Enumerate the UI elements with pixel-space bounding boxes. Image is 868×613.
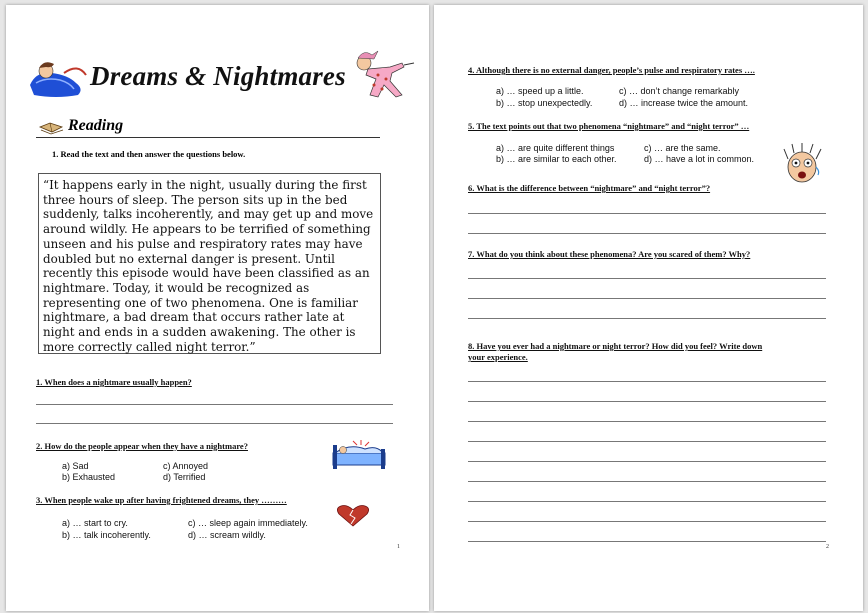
answer-line [468,501,826,502]
q3-option-a: a) … start to cry. [62,518,128,528]
q5-option-b: b) … are similar to each other. [496,154,617,164]
q3-option-b: b) … talk incoherently. [62,530,151,540]
document-page-1 [6,5,429,611]
answer-line [36,423,393,424]
bad-dream-bed-clipart-icon [329,439,389,473]
answer-line [468,541,826,542]
section-heading-reading: Reading [68,117,124,134]
question-2: 2. How do the people appear when they have a nightmare? [36,441,248,451]
answer-line [468,233,826,234]
scared-face-clipart-icon [780,143,824,185]
question-6: 6. What is the difference between “nightmare” and “night terror”? [468,183,711,193]
instruction-text: 1. Read the text and then answer the questions below. [52,149,246,159]
page-number: 2 [826,544,829,550]
q5-option-c: c) … are the same. [644,143,721,153]
q3-option-d: d) … scream wildly. [188,530,266,540]
heading-underline [36,137,380,138]
question-8-line-1: 8. Have you ever had a nightmare or night terror? How did you feel? Write down [468,341,763,351]
answer-line [468,461,826,462]
answer-line [468,521,826,522]
question-4: 4. Although there is no external danger, people’s pulse and respiratory rates …. [468,65,755,75]
answer-line [468,441,826,442]
answer-line [468,298,826,299]
open-book-icon [38,119,64,135]
question-8-line-2: your experience. [468,352,528,362]
q4-option-a: a) … speed up a little. [496,86,584,96]
answer-line [468,278,826,279]
answer-line [468,401,826,402]
sleepwalker-clipart-icon [350,49,420,103]
q4-option-d: d) … increase twice the amount. [619,98,749,108]
answer-line [468,318,826,319]
reading-passage-box: “It happens early in the night, usually during the first three hours of sleep. The person sits up in the bed suddenly, talks incoherently, and may get up and move around wildly. He appears to be terrified of something unseen and his pulse and respiratory rates may have doubled but no external danger is present. Until recently this episode would have been classified as an nightmare. Today, it would be recognized as representing one of two phenomena. One is familiar nightmare, a bad dream that occurs rather late at night and ends in a sudden awakening. The other is more correctly called night terror.” [38,173,381,354]
q5-option-d: d) … have a lot in common. [644,154,755,164]
document-page-2 [434,5,863,611]
answer-line [468,421,826,422]
answer-line [468,381,826,382]
question-3: 3. When people wake up after having frightened dreams, they ……… [36,495,287,505]
q5-option-a: a) … are quite different things [496,143,615,153]
q4-option-c: c) … don’t change remarkably [619,86,740,96]
answer-line [36,404,393,405]
q4-option-b: b) … stop unexpectedly. [496,98,593,108]
page-number: 1 [397,544,400,550]
q3-option-c: c) … sleep again immediately. [188,518,308,528]
broken-heart-icon [335,504,371,528]
answer-line [468,481,826,482]
q2-option-c: c) Annoyed [163,461,209,471]
question-7: 7. What do you think about these phenomena? Are you scared of them? Why? [468,249,751,259]
q2-option-b: b) Exhausted [62,472,116,482]
answer-line [468,213,826,214]
q2-option-a: a) Sad [62,461,89,471]
question-1: 1. When does a nightmare usually happen? [36,377,192,387]
sleeping-person-clipart-icon [26,53,92,99]
q2-option-d: d) Terrified [163,472,206,482]
question-5: 5. The text points out that two phenomena “nightmare” and “night terror” … [468,121,750,131]
document-title: Dreams & Nightmares [90,61,346,91]
